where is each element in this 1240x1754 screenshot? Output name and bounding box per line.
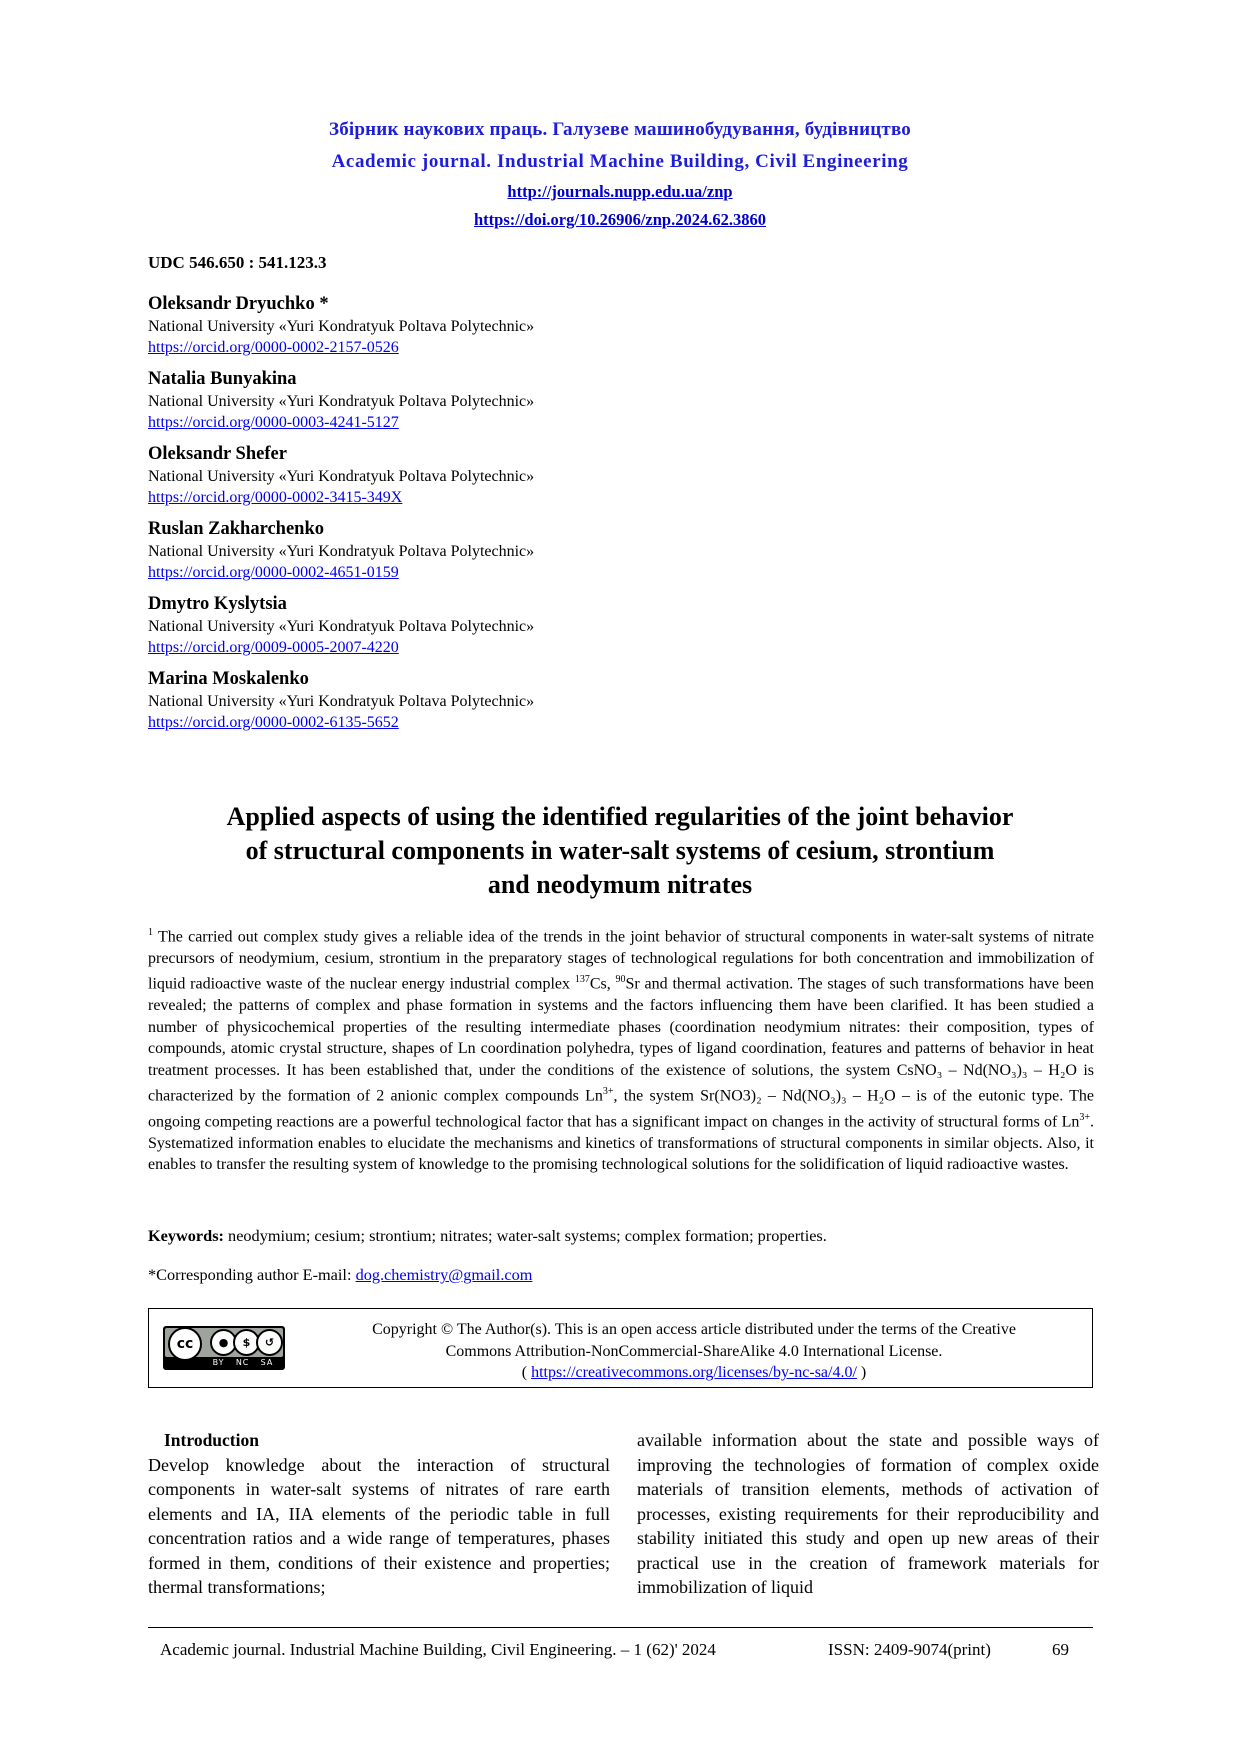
author-name: Ruslan Zakharchenko	[148, 519, 324, 539]
footer-rule	[148, 1627, 1093, 1628]
article-title	[140, 800, 1100, 902]
license-line: Commons Attribution-NonCommercial-ShareAlike 4.0 International License.	[445, 1342, 943, 1360]
journal-title-ua: Збірник наукових праць. Галузеве машинобудування, будівництво	[328, 119, 911, 140]
keywords-label: Keywords:	[148, 1226, 224, 1245]
isotope-mass: 137	[574, 974, 590, 986]
author-block	[148, 368, 848, 433]
journal-url-link[interactable]: http://journals.nupp.edu.ua/znp	[507, 182, 733, 201]
license-box	[148, 1308, 1093, 1388]
title-line: and neodymum nitrates	[487, 870, 753, 899]
cc-badge-labels	[207, 1358, 279, 1367]
footer-journal: Academic journal. Industrial Machine Building, Civil Engineering. – 1 (62)' 2024	[160, 1640, 716, 1659]
author-affiliation: National University «Yuri Kondratyuk Poltava Polytechnic»	[148, 543, 535, 560]
keywords-text: neodymium; cesium; strontium; nitrates; water-salt systems; complex formation; properties.	[228, 1226, 827, 1245]
author-block	[148, 518, 848, 583]
title-line: of structural components in water-salt systems of cesium, strontium	[245, 836, 995, 865]
author-block	[148, 593, 848, 658]
paren-close: )	[860, 1364, 867, 1381]
cc-license-logo[interactable]	[163, 1326, 285, 1370]
isotope-symbol: Cs,	[589, 975, 611, 993]
footer-issn: ISSN: 2409-9074(print)	[828, 1640, 991, 1659]
corresponding-label: *Corresponding author E-mail:	[148, 1265, 352, 1284]
author-block	[148, 443, 848, 508]
author-name: Natalia Bunyakina	[148, 369, 297, 389]
body-column-right	[637, 1428, 1099, 1600]
body-paragraph: available information about the state and possible ways of improving the technologies of formation of complex oxide materials of transition elements, methods of activation of processes, existing requirements for their reproducibility and stability initiated this study and open up new areas of their practical use in the creation of framework materials for immobilization of liquid	[637, 1430, 1099, 1597]
footnote-mark: 1	[148, 927, 153, 938]
corresponding-author	[148, 1265, 532, 1285]
author-orcid-link[interactable]: https://orcid.org/0000-0003-4241-5127	[148, 414, 399, 431]
license-url-link[interactable]: https://creativecommons.org/licenses/by-nc-sa/4.0/	[531, 1364, 857, 1381]
udc-code: UDC 546.650 : 541.123.3	[148, 253, 327, 272]
email-link[interactable]: dog.chemistry@gmail.com	[355, 1265, 533, 1284]
author-affiliation: National University «Yuri Kondratyuk Poltava Polytechnic»	[148, 618, 535, 635]
license-text	[309, 1319, 1079, 1384]
body-paragraph: Develop knowledge about the interaction of structural components in water-salt systems of nitrates of rare earth elements and IA, IIA elements of the periodic table in full concentration ratios and a wide range of temperatures, phases formed in them, conditions of their existence and properties; thermal transformations;	[148, 1454, 610, 1597]
body-column-left	[148, 1428, 610, 1600]
author-orcid-link[interactable]: https://orcid.org/0009-0005-2007-4220	[148, 639, 399, 656]
author-affiliation: National University «Yuri Kondratyuk Poltava Polytechnic»	[148, 393, 535, 410]
cc-icon: cc	[168, 1327, 202, 1361]
journal-title-en: Academic journal. Industrial Machine Building, Civil Engineering	[331, 151, 909, 172]
by-icon: ●	[210, 1329, 237, 1356]
abstract-text: The carried out complex study gives a reliable idea of the trends in the joint behavior of structural components in water-salt systems of nitrate precursors of neodymium, cesium, strontium in the preparatory stages of technological regulations for both concentration and immobilization of liquid radioactive waste of the nuclear energy industrial complex	[148, 928, 1095, 993]
isotope-mass: 90	[615, 974, 626, 986]
sa-icon: ↺	[256, 1329, 283, 1356]
abstract-text: Sr and thermal activation. The stages of such transformations have been revealed; the patterns of complex and phase formation in systems and the factors influencing them have been clarified. It has been studied a number of physicochemical properties of the resulting intermediate phases (coordination neodymium nitrates: their composition, types of compounds, atomic crystal structure, shapes of Ln coordination polyhedra, types of ligand coordination, features and patterns of behavior in heat treatment processes. It has been established that, under the conditions of the existence of solutions, the system CsNO₃ – Nd(NO₃)₃ – H₂O is characterized by the formation of 2 anionic complex compounds Ln	[148, 975, 1095, 1105]
ion-charge: 3+	[602, 1086, 614, 1098]
authors-list	[148, 293, 848, 743]
author-affiliation: National University «Yuri Kondratyuk Poltava Polytechnic»	[148, 318, 535, 335]
cc-badge-top	[165, 1328, 283, 1357]
author-block	[148, 293, 848, 358]
section-heading-introduction: Introduction	[164, 1430, 259, 1450]
author-name: Dmytro Kyslytsia	[148, 594, 287, 614]
abstract-text: , the system Sr(NO3)₂ – Nd(NO₃)₃ – H₂O – is of the eutonic type. The ongoing competing reactions are a powerful technological factor that has a significant impact on changes in the activity of structural forms of Ln	[148, 1087, 1094, 1131]
page-number: 69	[1052, 1640, 1069, 1659]
paren-open: (	[521, 1364, 528, 1381]
author-affiliation: National University «Yuri Kondratyuk Poltava Polytechnic»	[148, 468, 535, 485]
license-line: Copyright © The Author(s). This is an open access article distributed under the terms of the Creative	[372, 1321, 1016, 1338]
keywords	[148, 1226, 1094, 1246]
author-affiliation: National University «Yuri Kondratyuk Poltava Polytechnic»	[148, 693, 535, 710]
doi-link[interactable]: https://doi.org/10.26906/znp.2024.62.3860	[474, 210, 766, 229]
nc-icon: $	[233, 1329, 260, 1356]
author-name: Oleksandr Shefer	[148, 444, 287, 464]
nc-label: NC	[235, 1358, 250, 1367]
title-line: Applied aspects of using the identified regularities of the joint behavior	[226, 802, 1014, 831]
abstract-text: . Systematized information enables to elucidate the mechanisms and kinetics of transformations of structural components in similar objects. Also, it enables to transfer the resulting system of knowledge to the promising technological solutions for the solidification of liquid radioactive wastes.	[148, 1113, 1094, 1174]
author-orcid-link[interactable]: https://orcid.org/0000-0002-6135-5652	[148, 714, 399, 731]
sa-label: SA	[260, 1358, 274, 1367]
author-name: Marina Moskalenko	[148, 669, 309, 689]
author-name: Oleksandr Dryuchko *	[148, 294, 329, 314]
author-block	[148, 668, 848, 733]
ion-charge: 3+	[1079, 1111, 1090, 1123]
author-orcid-link[interactable]: https://orcid.org/0000-0002-3415-349X	[148, 489, 403, 506]
license-url-line	[309, 1362, 1079, 1384]
author-orcid-link[interactable]: https://orcid.org/0000-0002-4651-0159	[148, 564, 399, 581]
by-label: BY	[212, 1358, 225, 1367]
abstract	[148, 922, 1094, 1176]
author-orcid-link[interactable]: https://orcid.org/0000-0002-2157-0526	[148, 339, 399, 356]
